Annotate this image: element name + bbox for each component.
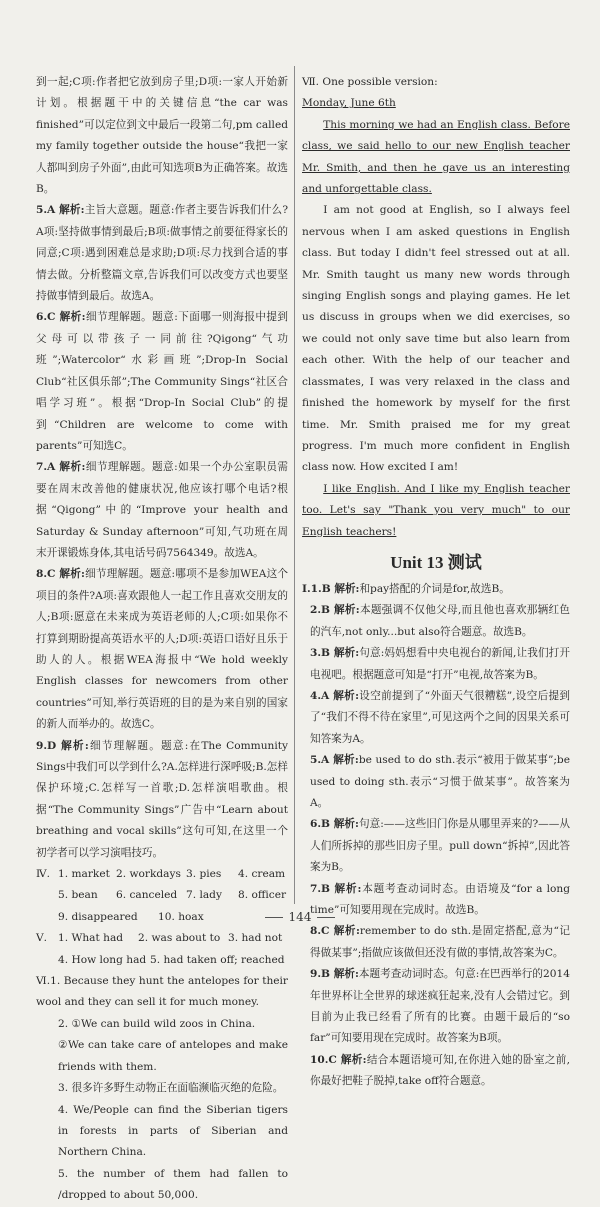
section-vi-item: ②We can take care of antelopes and make friends with them.	[58, 1039, 288, 1073]
answer-phrase: 4. How long had	[58, 953, 147, 966]
answer-word: 3. pies	[186, 868, 222, 881]
essay-paragraph: I am not good at English, so I always feel nervous when I am asked questions in English class. But today I didn't feel stressed out at all. Mr. Smith taught us many new words through singing English songs and playing games. He let us discuss in groups when we did exercises, so we could not only save time but also learn from each other. With the help of our teacher and classmates, I was very relaxed in the class and finished the homework by myself for the first time. Mr. Smith praised me for my great progress. I'm much more confident in English class now. How excited I am!	[302, 204, 570, 474]
essay-date: Monday, June 6th	[302, 97, 396, 110]
right-column	[302, 72, 570, 1093]
answer-item: 3.B 解析:句意:妈妈想看中央电视台的新闻,让我们打开电视吧。根据题意可知是“打开”电视,故答案为B。	[310, 647, 570, 681]
section-label: Ⅴ.	[36, 932, 48, 945]
essay-paragraph: I like English. And I like my English teacher too. Let's say "Thank you very much" to our English teachers!	[302, 482, 570, 538]
essay-paragraph: This morning we had an English class. Before class, we said hello to our new English teacher Mr. Smith, and then he gave us an interesting and unforgettable class.	[302, 118, 570, 196]
section-iv-row	[36, 885, 288, 906]
answer-item-6: 6.C 解析:细节理解题。题意:下面哪一则海报中提到父母可以带孩子一同前往?Qigong“气功班”;Watercolor“水彩画班”;Drop-In Social Club“社区俱乐部”;The Community Sings“社区合唱学习班”。根据“Drop-In Social Club”的提到“Children are welcome to come with parents”可知选C。	[36, 311, 288, 452]
answer-item: 9.B 解析:本题考查动词时态。句意:在巴西举行的2014年世界杯让全世界的球迷疯狂起来,没有人会错过它。到目前为止我已经看了所有的比赛。由题干最后的“so far”可知要用现在完成时。故答案为B项。	[310, 968, 570, 1045]
section-label: Ⅵ.	[36, 975, 51, 988]
answer-item: 5.A 解析:be used to do sth.表示“被用于做某事”;be used to doing sth.表示“习惯于做某事”。故答案为A。	[310, 754, 570, 809]
section-vi	[36, 971, 288, 1206]
section-vi-item: 4. We/People can find the Siberian tigers in forests in parts of Siberian and Northern China.	[58, 1103, 288, 1159]
answer-item-8: 8.C 解析:细节理解题。题意:哪项不是参加WEA这个项目的条件?A项:喜欢跟他人一起工作且喜欢交朋友的人;B项:愿意在未来成为英语老师的人;C项:如果你不打算到期盼提高英语水平的人;D项:英语口语好且乐于助人的人。根据WEA海报中“We hold weekly English classes for newcomers from other countries”可知,举行英语班的目的是为来自别的国家的新人而举办的。故选C。	[36, 568, 288, 731]
section-iv-row	[36, 864, 288, 885]
answer-paragraph: 到一起;C项:作者把它放到房子里;D项:一家人开始新计划。根据题干中的关键信息“the car was finished”可以定位到文中最后一段第二句,pm called my family together outside the house“我把一家人都叫到房子外面”,由此可知选项B为正确答案。故选B。	[36, 76, 288, 196]
section-v-row	[36, 950, 288, 971]
left-column	[36, 72, 288, 1207]
section-vi-item: Ⅵ.1. Because they hunt the antelopes for their wool and they can sell it for much money.	[36, 975, 288, 1009]
answer-item-7: 7.A 解析:细节理解题。题意:如果一个办公室职员需要在周末改善他的健康状况,他应该打哪个电话?根据“Qigong”中的“Improve your health and Saturday & Sunday afternoon”可知,气功班在周末开课锻炼身体,其电话号码7564349。故选A。	[36, 461, 288, 559]
answer-word: 5. bean	[58, 889, 98, 902]
section-v	[36, 928, 288, 971]
answer-item-9: 9.D 解析:细节理解题。题意:在The Community Sings中我们可以学到什么?A.怎样进行深呼吸;B.怎样保护环境;C.怎样写一首歌;D.怎样演唱歌曲。根据“The Community Sings”广告中“Learn about breathing and vocal skills”这句可知,在这里一个初学者可以学习演唱技巧。	[36, 739, 288, 859]
answer-phrase: 5. had taken off; reached	[150, 953, 285, 966]
answer-item: 10.C 解析:结合本题语境可知,在你进入她的卧室之前,你最好把鞋子脱掉,take off符合题意。	[310, 1053, 571, 1088]
answer-word: 8. officer	[238, 889, 287, 902]
page-number-dash	[317, 917, 335, 918]
answer-word: 9. disappeared	[58, 910, 138, 923]
answer-word: 6. canceled	[116, 889, 178, 902]
answer-item: 2.B 解析:本题强调不仅他父母,而且他也喜欢那辆红色的汽车,not only...but also符合题意。故选B。	[310, 604, 570, 638]
column-divider	[294, 66, 295, 904]
section-vi-item: 3. 很多许多野生动物正在面临濒临灭绝的危险。	[58, 1082, 284, 1095]
answer-item: 7.B 解析:本题考查动词时态。由语境及“for a long time”可知要用现在完成时。故选B。	[310, 882, 570, 917]
page-number	[0, 910, 600, 924]
section-vi-item: 2. ①We can build wild zoos in China.	[58, 1017, 256, 1030]
answer-word: 7. lady	[186, 889, 222, 902]
answer-word: 1. market	[58, 868, 110, 881]
section-vi-item: 5. the number of them had fallen to /dropped to about 50,000.	[58, 1167, 288, 1202]
section-v-row	[36, 928, 288, 949]
unit-title: Unit 13 测试	[390, 552, 482, 572]
answer-item: Ⅰ.1.B 解析:和pay搭配的介词是for,故选B。	[302, 582, 510, 595]
answer-phrase: 2. was about to	[138, 932, 221, 945]
answer-word: 10. hoax	[158, 910, 204, 923]
section-label: Ⅳ.	[36, 868, 50, 881]
answer-item-5: 5.A 解析:主旨大意题。题意:作者主要告诉我们什么?A项:坚持做事情到最后;B项:做事情之前要征得家长的同意;C项:遇到困难总是求助;D项:尽力找到合适的事情去做。分析整篇文章,告诉我们可以改变方式也要坚持做事情到最后。故选A。	[36, 204, 288, 303]
section-vii-heading: Ⅶ. One possible version:	[302, 76, 438, 88]
page-number-text: 144	[288, 910, 312, 924]
answer-item: 4.A 解析:设空前提到了“外面天气很糟糕”,设空后提到了“我们不得不待在家里”,可见这两个之间的因果关系可知答案为A。	[310, 689, 570, 745]
page-number-dash	[265, 917, 283, 918]
answer-item: 8.C 解析:remember to do sth.是固定搭配,意为“记得做某事”;指做应该做但还没有做的事情,故答案为C。	[310, 925, 570, 959]
answer-word: 4. cream	[238, 868, 286, 881]
answer-phrase: 3. had not	[228, 932, 283, 945]
answer-word: 2. workdays	[116, 868, 181, 881]
answer-item: 6.B 解析:句意:——这些旧门你是从哪里弄来的?——从人们所拆掉的那些旧房子里。pull down“拆掉”,因此答案为B。	[310, 818, 570, 874]
answer-phrase: 1. What had	[58, 932, 124, 945]
